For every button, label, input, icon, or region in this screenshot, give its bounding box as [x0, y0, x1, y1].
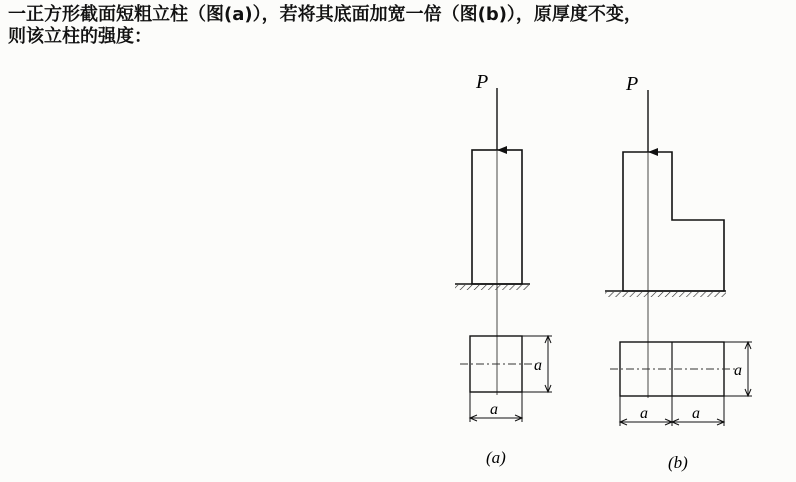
load-label-a: P [476, 71, 489, 93]
caption-b: (b) [668, 453, 688, 472]
column-elevation-b [623, 152, 724, 291]
question-line-1: 一正方形截面短粗立柱（图(a)），若将其底面加宽一倍（图(b)），原厚度不变， [8, 4, 642, 25]
ground-a [455, 284, 530, 290]
caption-a: (a) [486, 448, 506, 467]
dimension-bottom-left-label-b: a [640, 405, 648, 422]
load-label-b: P [626, 73, 639, 95]
figure-b [605, 73, 752, 472]
dimension-side-label-b: a [734, 362, 742, 379]
dimension-bottom-b [620, 396, 724, 426]
dimension-side-label-a: a [534, 357, 542, 374]
ground-b [605, 291, 726, 297]
dimension-bottom-label-a: a [490, 401, 498, 418]
question-line-2: 则该立柱的强度： [8, 26, 152, 47]
dimension-bottom-right-label-b: a [692, 405, 700, 422]
figure-a [455, 71, 552, 467]
